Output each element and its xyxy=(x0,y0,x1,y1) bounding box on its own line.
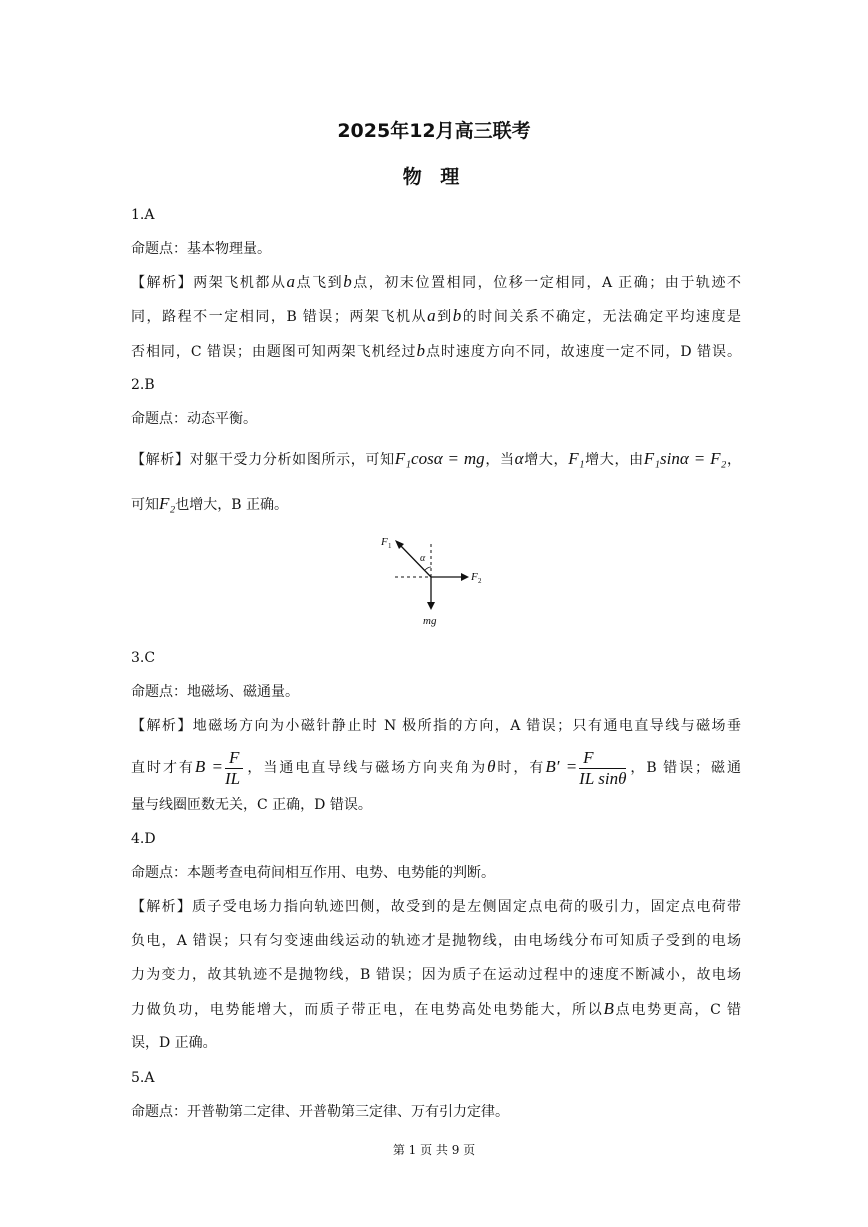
q2-answer: 2.B xyxy=(131,377,155,393)
q1-expl-line1: 【解析】两架飞机都从a点飞到b点，初末位置相同，位移一定相同，A 正确；由于轨迹不 xyxy=(131,272,742,291)
q4-point: 命题点：本题考查电荷间相互作用、电势、电势能的判断。 xyxy=(131,865,495,881)
q1-answer: 1.A xyxy=(131,207,155,223)
force-diagram xyxy=(365,528,505,632)
q3-expl-line2: 直时才有B = $\frac{F}{IL}$ ，当通电直导线与磁场方向夹角为θ时，有B′ = $\frac{F}{\text{IL sinθ}}$ ，B 错误；磁通 xyxy=(131,747,742,788)
mg-label: mg xyxy=(423,615,437,627)
f1-label: F xyxy=(381,536,388,548)
q2-expl-line1: 【解析】对躯干受力分析如图所示，可知F₁cosα = mg，当α增大，F₁增大，由F₁sinα = F₂， xyxy=(131,449,742,468)
q4-expl-line3: 力为变力，故其轨迹不是抛物线，B 错误；因为质子在运动过程中的速度不断减小，故电场 xyxy=(131,967,741,983)
page-footer: 第 1 页 共 9 页 xyxy=(392,1143,476,1157)
alpha-label: α xyxy=(420,553,426,564)
q1-expl-line2: 同，路程不一定相同，B 错误；两架飞机从a到b的时间关系不确定，无法确定平均速度是 xyxy=(131,306,741,325)
q4-answer: 4.D xyxy=(131,831,156,847)
q4-expl-line1: 【解析】质子受电场力指向轨迹凹侧，故受到的是左侧固定点电荷的吸引力，固定点电荷带 xyxy=(131,899,741,915)
document-subject: 物 理 xyxy=(402,166,466,188)
f2-label: F xyxy=(471,571,478,583)
fraction-f-over-il: $\frac{F}{IL}$ xyxy=(225,748,243,789)
q5-answer: 5.A xyxy=(131,1070,155,1086)
q2-point: 命题点：动态平衡。 xyxy=(131,411,257,427)
angle-arc xyxy=(425,567,431,570)
q1-expl-line3: 否相同，C 错误；由题图可知两架飞机经过b点时速度方向不同，故速度一定不同，D 错误。 xyxy=(131,341,741,360)
q4-expl-line4: 力做负功，电势能增大，而质子带正电，在电势高处电势能大，所以B点电势更高，C 错 xyxy=(131,999,741,1018)
q4-expl-line2: 负电，A 错误；只有匀变速曲线运动的轨迹才是抛物线，由电场线分布可知质子受到的电场 xyxy=(131,933,741,949)
q4-expl-line5: 误，D 正确。 xyxy=(131,1035,217,1051)
fraction-f-over-ilsin: $\frac{F}{\text{IL sinθ}}$ xyxy=(579,747,627,788)
f2-subscript: 2 xyxy=(478,577,482,585)
f1-arrow-shaft xyxy=(399,544,431,577)
q3-expl-line3: 量与线圈匝数无关，C 正确，D 错误。 xyxy=(131,797,372,813)
mg-arrowhead xyxy=(427,602,435,610)
q3-answer: 3.C xyxy=(131,650,156,666)
f1-subscript: 1 xyxy=(388,542,392,550)
document-title: 2025年12月高三联考 xyxy=(337,120,531,142)
q2-expl-line2: 可知F₂也增大，B 正确。 xyxy=(131,494,289,513)
q5-point: 命题点：开普勒第二定律、开普勒第三定律、万有引力定律。 xyxy=(131,1104,509,1120)
q3-point: 命题点：地磁场、磁通量。 xyxy=(131,684,299,700)
q3-expl-line1: 【解析】地磁场方向为小磁针静止时 N 极所指的方向，A 错误；只有通电直导线与磁场垂 xyxy=(131,718,741,734)
f2-arrowhead xyxy=(461,573,469,581)
q1-point: 命题点：基本物理量。 xyxy=(131,241,271,257)
